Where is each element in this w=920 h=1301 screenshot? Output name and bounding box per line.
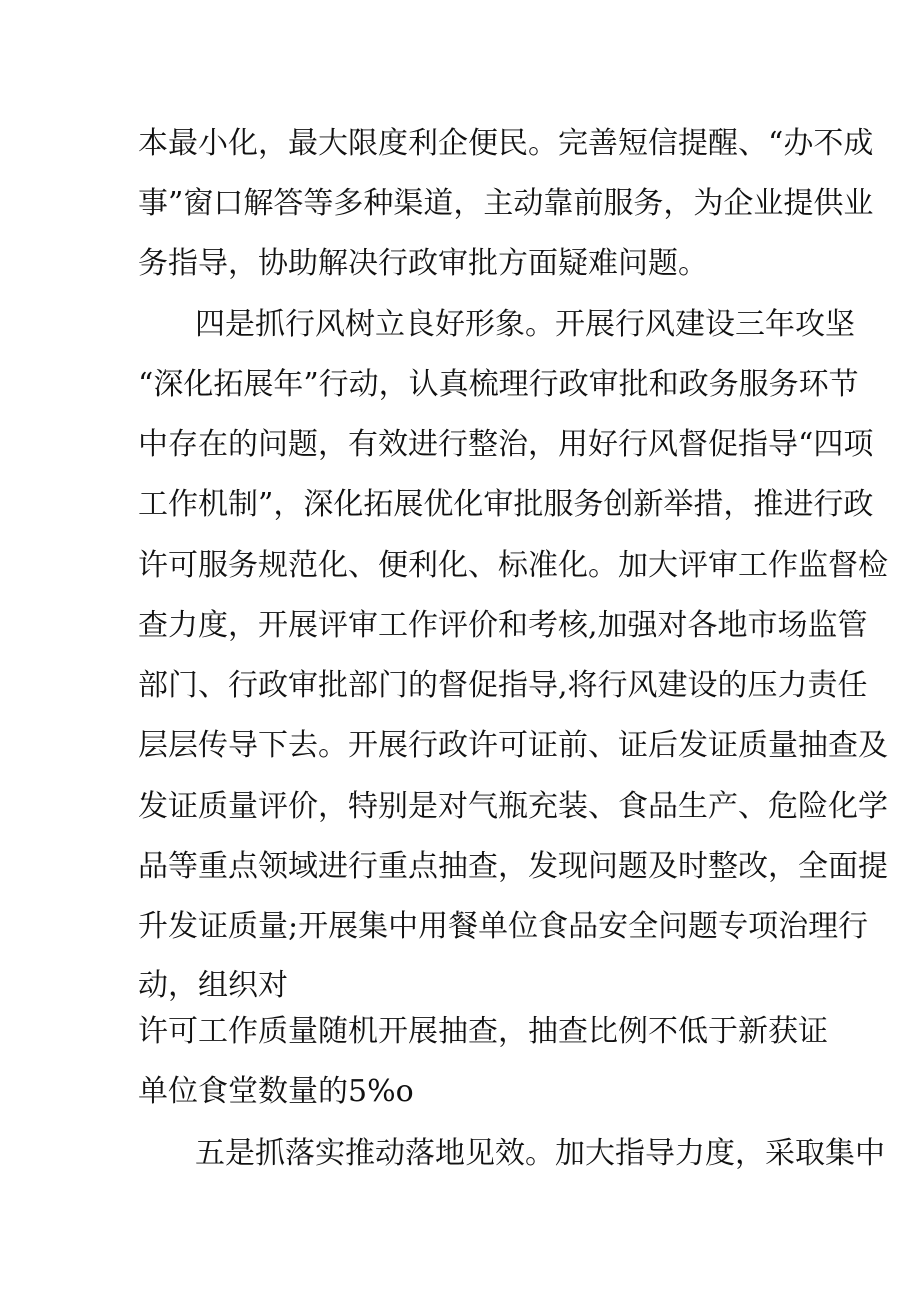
paragraph-line: 五是抓落实推动落地见效。加大指导力度，采取集中 — [195, 1136, 885, 1171]
paragraph-line: 发证质量评价，特别是对气瓶充装、食品生产、危险化学 — [138, 789, 888, 824]
paragraph-line: 四是抓行风树立良好形象。开展行风建设三年攻坚 — [195, 307, 855, 342]
paragraph-line: 本最小化，最大限度利企便民。完善短信提醒、“办不成 — [138, 126, 874, 161]
paragraph-line: 层层传导下去。开展行政许可证前、证后发证质量抽查及 — [138, 728, 888, 763]
paragraph-line: 许可服务规范化、便利化、标准化。加大评审工作监督检 — [138, 548, 888, 583]
paragraph-line: 动，组织对 — [138, 968, 288, 1003]
paragraph-line: 单位食堂数量的5%o — [138, 1074, 414, 1109]
paragraph-line: 务指导，协助解决行政审批方面疑难问题。 — [138, 246, 708, 281]
paragraph-line: 中存在的问题，有效进行整治，用好行风督促指导“四项 — [138, 427, 874, 462]
paragraph-line: 工作机制”，深化拓展优化审批服务创新举措，推进行政 — [138, 487, 874, 522]
paragraph-line: 许可工作质量随机开展抽查，抽查比例不低于新获证 — [138, 1014, 828, 1049]
paragraph-line: 查力度，开展评审工作评价和考核,加强对各地市场监管 — [138, 608, 868, 643]
paragraph-line: 升发证质量;开展集中用餐单位食品安全问题专项治理行 — [138, 909, 869, 944]
paragraph-line: 品等重点领域进行重点抽查，发现问题及时整改，全面提 — [138, 849, 888, 884]
paragraph-line: 事”窗口解答等多种渠道，主动靠前服务，为企业提供业 — [138, 186, 874, 221]
paragraph-line: “深化拓展年”行动，认真梳理行政审批和政务服务环节 — [138, 367, 859, 402]
paragraph-line: 部门、行政审批部门的督促指导,将行风建设的压力责任 — [138, 668, 868, 703]
